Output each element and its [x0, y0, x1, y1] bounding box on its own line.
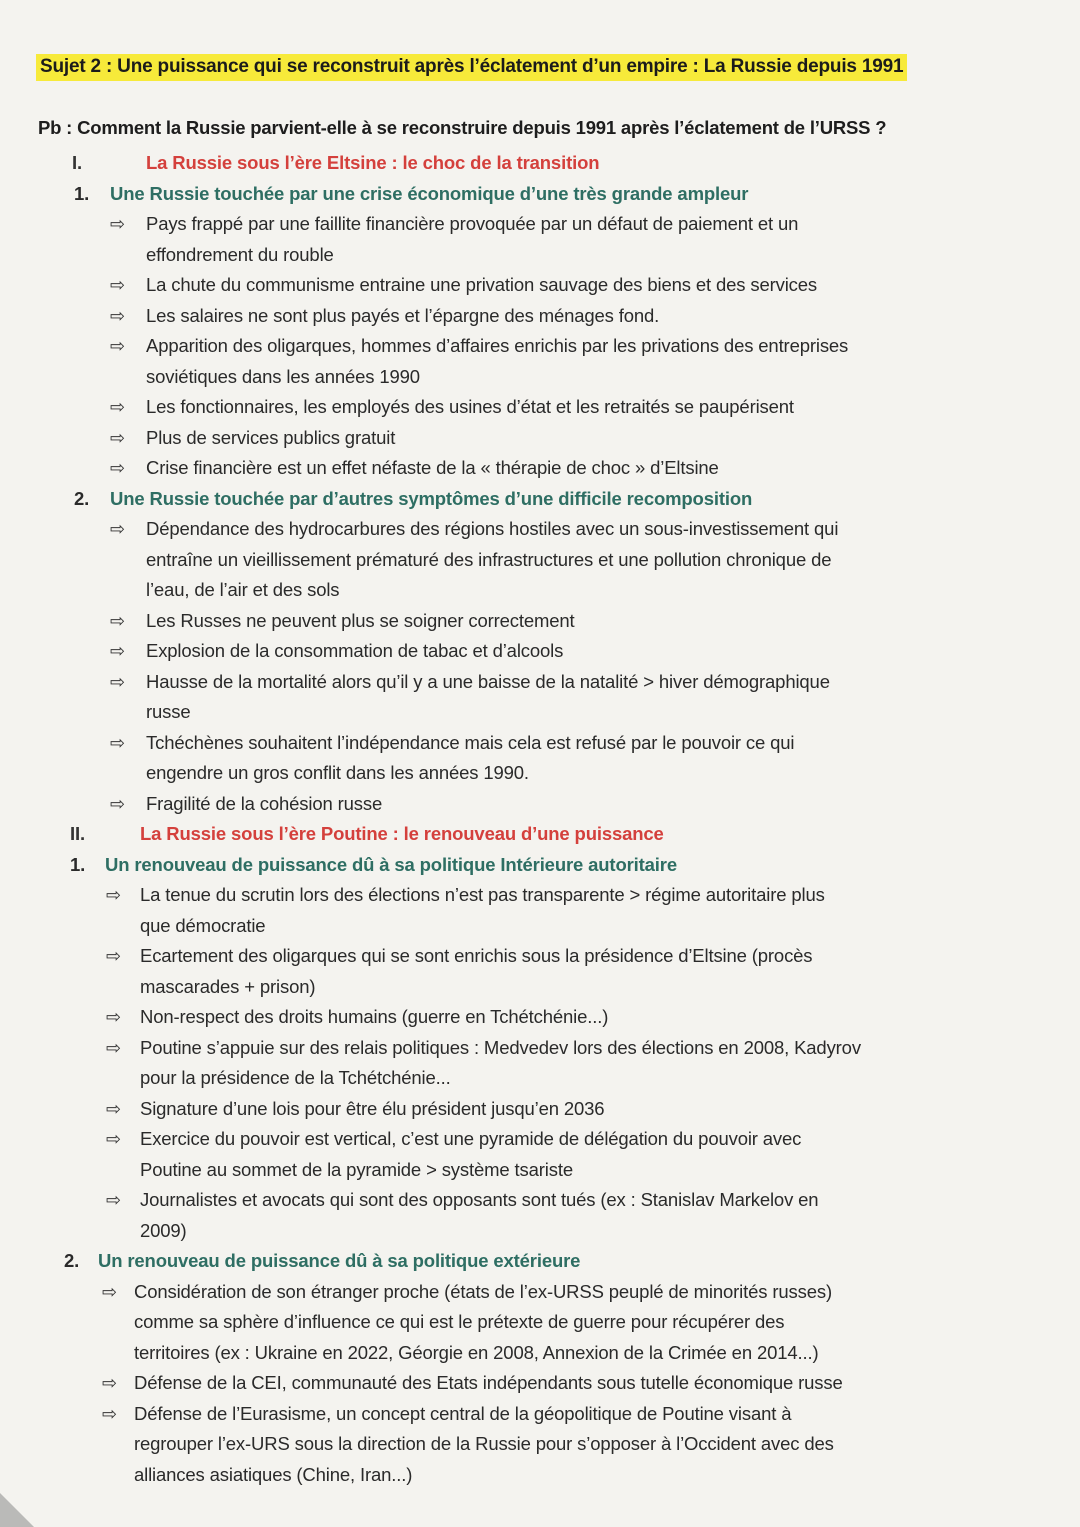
bullet-text: soviétiques dans les années 1990: [146, 365, 420, 387]
section-title: Une Russie touchée par d’autres symptômes d’une difficile recomposition: [110, 487, 753, 509]
bullet-text: Plus de services publics gratuit: [146, 426, 396, 448]
bullet-text: Signature d’une lois pour être élu président jusqu’en 2036: [140, 1097, 605, 1119]
part-numeral: II.: [70, 823, 85, 844]
arrow-icon: ⇨: [102, 1403, 117, 1424]
arrow-icon: ⇨: [102, 1281, 117, 1302]
arrow-icon: ⇨: [110, 641, 125, 661]
arrow-icon: ⇨: [110, 214, 125, 234]
bullet-text: Défense de l’Eurasisme, un concept central de la géopolitique de Poutine visant à: [134, 1402, 792, 1424]
bullet-text: comme sa sphère d’influence ce qui est le prétexte de guerre pour récupérer des: [134, 1311, 785, 1332]
bullet-text: Les fonctionnaires, les employés des usines d’état et les retraités se paupérisent: [146, 396, 794, 417]
arrow-icon: ⇨: [106, 1190, 121, 1210]
bullet-text: regrouper l’ex-URS sous la direction de la Russie pour s’opposer à l’Occident avec des: [134, 1433, 834, 1454]
bullet-text: Ecartement des oligarques qui se sont enrichis sous la présidence d’Eltsine (procès: [140, 945, 813, 966]
document-title: Sujet 2 : Une puissance qui se reconstruit après l’éclatement d’un empire : La Russie depuis 1991: [36, 54, 907, 81]
part-title: La Russie sous l’ère Poutine : le renouveau d’une puissance: [140, 823, 664, 844]
part-title: La Russie sous l’ère Eltsine : le choc de la transition: [146, 152, 600, 173]
bullet-text: Explosion de la consommation de tabac et d’alcools: [146, 640, 564, 661]
bullet-text: effondrement du rouble: [146, 243, 334, 265]
bullet-text: Apparition des oligarques, hommes d’affaires enrichis par les privations des entreprises: [146, 335, 849, 356]
arrow-icon: ⇨: [106, 1037, 121, 1058]
arrow-icon: ⇨: [110, 427, 125, 448]
bullet-text: Défense de la CEI, communauté des Etats indépendants sous tutelle économique russe: [134, 1372, 843, 1393]
page-corner-shadow: [0, 1493, 34, 1527]
arrow-icon: ⇨: [110, 671, 125, 692]
problem-statement: Pb : Comment la Russie parvient-elle à se reconstruire depuis 1991 après l’éclatement de l’URSS ?: [38, 117, 887, 138]
bullet-text: Non-respect des droits humains (guerre en Tchétchénie...): [140, 1006, 609, 1027]
arrow-icon: ⇨: [106, 885, 121, 905]
bullet-text: Crise financière est un effet néfaste de la « thérapie de choc » d’Eltsine: [146, 457, 719, 478]
bullet-text: Journalistes et avocats qui sont des opposants sont tués (ex : Stanislav Markelov en: [140, 1189, 819, 1210]
section-number: 2.: [74, 487, 90, 509]
bullet-text: Considération de son étranger proche (états de l’ex-URSS peuplé de minorités russes): [134, 1280, 832, 1302]
bullet-text: russe: [146, 701, 191, 722]
bullet-text: Poutine s’appuie sur des relais politiques : Medvedev lors des élections en 2008, Kadyrov: [140, 1036, 861, 1058]
arrow-icon: ⇨: [106, 1129, 121, 1149]
bullet-text: 2009): [140, 1219, 187, 1241]
arrow-icon: ⇨: [110, 519, 125, 539]
bullet-text: pour la présidence de la Tchétchénie...: [140, 1067, 451, 1088]
bullet-text: que démocratie: [140, 914, 266, 936]
section-number: 1.: [70, 853, 86, 875]
arrow-icon: ⇨: [110, 610, 125, 631]
section-title: Un renouveau de puissance dû à sa politique extérieure: [98, 1250, 581, 1271]
bullet-text: Pays frappé par une faillite financière provoquée par un défaut de paiement et un: [146, 213, 799, 234]
bullet-text: Exercice du pouvoir est vertical, c’est une pyramide de délégation du pouvoir avec: [140, 1128, 802, 1149]
arrow-icon: ⇨: [102, 1373, 117, 1393]
arrow-icon: ⇨: [110, 305, 125, 326]
bullet-text: Poutine au sommet de la pyramide > système tsariste: [140, 1158, 573, 1180]
bullet-text: Dépendance des hydrocarbures des régions hostiles avec un sous-investissement qui: [146, 518, 839, 539]
arrow-icon: ⇨: [106, 946, 121, 966]
bullet-text: Tchéchènes souhaitent l’indépendance mais cela est refusé par le pouvoir ce qui: [146, 731, 795, 753]
section-number: 1.: [74, 182, 90, 204]
section-number: 2.: [64, 1250, 80, 1271]
section-title: Un renouveau de puissance dû à sa politique Intérieure autoritaire: [105, 853, 677, 875]
part-numeral: I.: [72, 152, 82, 173]
arrow-icon: ⇨: [110, 732, 125, 753]
section-title: Une Russie touchée par une crise économique d’une très grande ampleur: [110, 182, 749, 204]
arrow-icon: ⇨: [106, 1007, 121, 1027]
bullet-text: La chute du communisme entraine une privation sauvage des biens et des services: [146, 274, 817, 295]
bullet-text: mascarades + prison): [140, 975, 316, 997]
bullet-text: Les Russes ne peuvent plus se soigner correctement: [146, 609, 575, 631]
arrow-icon: ⇨: [110, 336, 125, 356]
arrow-icon: ⇨: [110, 397, 125, 417]
arrow-icon: ⇨: [106, 1098, 121, 1119]
arrow-icon: ⇨: [110, 275, 125, 295]
arrow-icon: ⇨: [110, 793, 125, 814]
arrow-icon: ⇨: [110, 458, 125, 478]
bullet-text: alliances asiatiques (Chine, Iran...): [134, 1463, 413, 1485]
bullet-text: Fragilité de la cohésion russe: [146, 792, 383, 814]
bullet-text: engendre un gros conflit dans les années 1990.: [146, 762, 529, 783]
bullet-text: entraîne un vieillissement prématuré des infrastructures et une pollution chronique de: [146, 548, 832, 570]
bullet-text: La tenue du scrutin lors des élections n’est pas transparente > régime autoritaire plus: [140, 884, 825, 905]
bullet-text: l’eau, de l’air et des sols: [146, 579, 340, 600]
bullet-text: Hausse de la mortalité alors qu’il y a une baisse de la natalité > hiver démographique: [146, 670, 830, 692]
bullet-text: Les salaires ne sont plus payés et l’épargne des ménages fond.: [146, 304, 660, 326]
bullet-text: territoires (ex : Ukraine en 2022, Géorgie en 2008, Annexion de la Crimée en 2014...): [134, 1341, 819, 1363]
